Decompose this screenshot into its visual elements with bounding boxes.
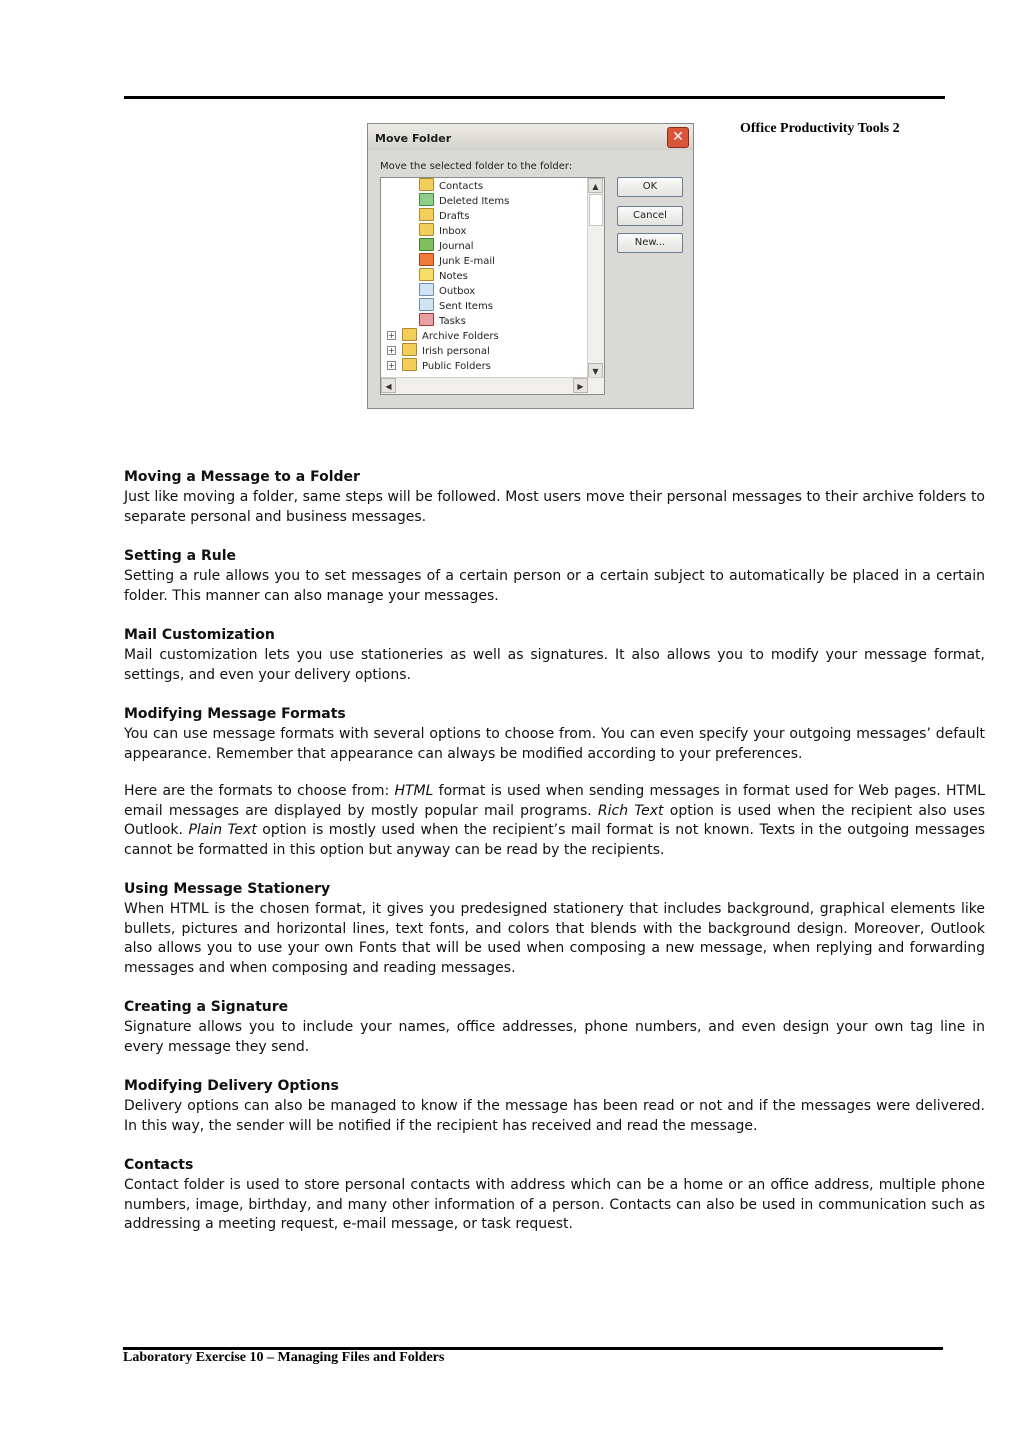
page-header-title: Office Productivity Tools 2 [740,121,900,136]
folder-item-deleted-items[interactable]: Deleted Items [419,193,509,208]
cancel-button[interactable]: Cancel [617,206,683,226]
section-text: Contact folder is used to store personal contacts with address which can be a home or an office address, multiple phone numbers, image, birthday, and many other information of a person. Contacts can also be used in communication such as addressing a meeting request, e-mail message, or task request. [124,1177,985,1232]
section-text: Mail customization lets you use stationeries as well as signatures. It also allows you to modify your message format, settings, and even your delivery options. [124,647,985,683]
section-text: Signature allows you to include your names, office addresses, phone numbers, and even design your own tag line in every message they send. [124,1019,985,1055]
section-moving-message [124,466,985,527]
folder-item-sent-items[interactable]: Sent Items [419,298,493,313]
scroll-up-icon[interactable]: ▲ [588,178,603,193]
scroll-thumb[interactable] [589,194,603,226]
expand-icon[interactable]: + [388,331,395,340]
folder-tree[interactable] [380,177,605,395]
folder-item-outbox[interactable]: Outbox [419,283,475,298]
expand-icon[interactable]: + [388,361,395,370]
personal-folders-icon [402,343,417,356]
folder-item-irish-personal[interactable]: + Irish personal [387,343,490,358]
section-stationery [124,878,985,978]
section-heading: Modifying Delivery Options [124,1078,339,1094]
section-text: You can use message formats with several options to choose from. You can even specify your outgoing messages’ default appearance. Remember that appearance can always be modified according to your preferences. [124,726,985,762]
section-delivery-options [124,1075,985,1136]
section-heading: Using Message Stationery [124,881,331,897]
section-heading: Creating a Signature [124,999,289,1015]
section-heading: Mail Customization [124,627,275,643]
formats-detail-paragraph: Here are the formats to choose from: HTML format is used when sending messages in format used for Web pages. HTML email messages are displayed by mostly popular mail programs. Rich Text option is used when the recipient also uses Outlook. Plain Text option is mostly used when the recipient’s mail format is not known. Texts in the outgoing messages cannot be formatted in this option but anyway can be read by the recipients. [124,783,986,858]
section-heading: Modifying Message Formats [124,706,346,722]
folder-item-junk-email[interactable]: Junk E-mail [419,253,495,268]
page-footer-title: Laboratory Exercise 10 – Managing Files and Folders [123,1350,445,1365]
expand-icon[interactable]: + [388,346,395,355]
public-folders-icon [402,358,417,371]
scroll-right-icon[interactable]: ▶ [573,378,588,393]
header-rule [124,96,945,99]
contacts-folder-icon [419,178,434,191]
section-heading: Setting a Rule [124,548,236,564]
section-signature [124,996,985,1057]
notes-folder-icon [419,268,434,281]
inbox-folder-icon [419,223,434,236]
folder-item-public-folders[interactable]: + Public Folders [387,358,491,373]
section-text: Setting a rule allows you to set messages of a certain person or a certain subject to automatically be placed in a certain folder. This manner can also manage your messages. [124,568,985,604]
section-modifying-formats [124,703,985,764]
dialog-prompt: Move the selected folder to the folder: [380,161,573,172]
deleted-items-folder-icon [419,193,434,206]
section-contacts [124,1154,985,1235]
section-text: Delivery options can also be managed to know if the message has been read or not and if the messages were delivered. In this way, the sender will be notified if the recipient has received and read the message. [124,1098,985,1134]
folder-item-contacts[interactable]: Contacts [419,178,483,193]
section-setting-rule [124,545,985,606]
dialog-title: Move Folder [375,132,452,145]
new-folder-button[interactable]: New... [617,233,683,253]
horizontal-scrollbar[interactable] [381,377,604,394]
outbox-folder-icon [419,283,434,296]
section-text: When HTML is the chosen format, it gives you predesigned stationery that includes background, graphical elements like bullets, pictures and horizontal lines, text fonts, and colors that blends with the background design. Moreover, Outlook also allows you to use your own Fonts that will be used when composing a new message, when replying and forwarding messages and when composing and reading messages. [124,901,985,976]
folder-item-tasks[interactable]: Tasks [419,313,466,328]
ok-button[interactable]: OK [617,177,683,197]
section-text: Just like moving a folder, same steps will be followed. Most users move their personal messages to their archive folders to separate personal and business messages. [124,489,985,525]
plain-text-term: Plain Text [188,822,257,838]
folder-item-inbox[interactable]: Inbox [419,223,466,238]
section-mail-customization [124,624,985,685]
sent-items-folder-icon [419,298,434,311]
scroll-down-icon[interactable]: ▼ [588,363,603,378]
move-folder-dialog [367,123,694,409]
drafts-folder-icon [419,208,434,221]
folder-item-notes[interactable]: Notes [419,268,468,283]
archive-folders-icon [402,328,417,341]
rich-text-term: Rich Text [597,802,664,819]
folder-item-archive-folders[interactable]: + Archive Folders [387,328,499,343]
vertical-scrollbar[interactable] [587,178,604,378]
section-heading: Moving a Message to a Folder [124,469,360,485]
journal-folder-icon [419,238,434,251]
folder-item-drafts[interactable]: Drafts [419,208,469,223]
folder-item-journal[interactable]: Journal [419,238,474,253]
close-icon[interactable]: ✕ [667,127,689,148]
scroll-left-icon[interactable]: ◀ [381,378,396,393]
junk-email-folder-icon [419,253,434,266]
document-body [124,466,985,1253]
dialog-titlebar [368,124,693,150]
html-term: HTML [394,783,434,799]
tasks-folder-icon [419,313,434,326]
section-heading: Contacts [124,1157,194,1173]
